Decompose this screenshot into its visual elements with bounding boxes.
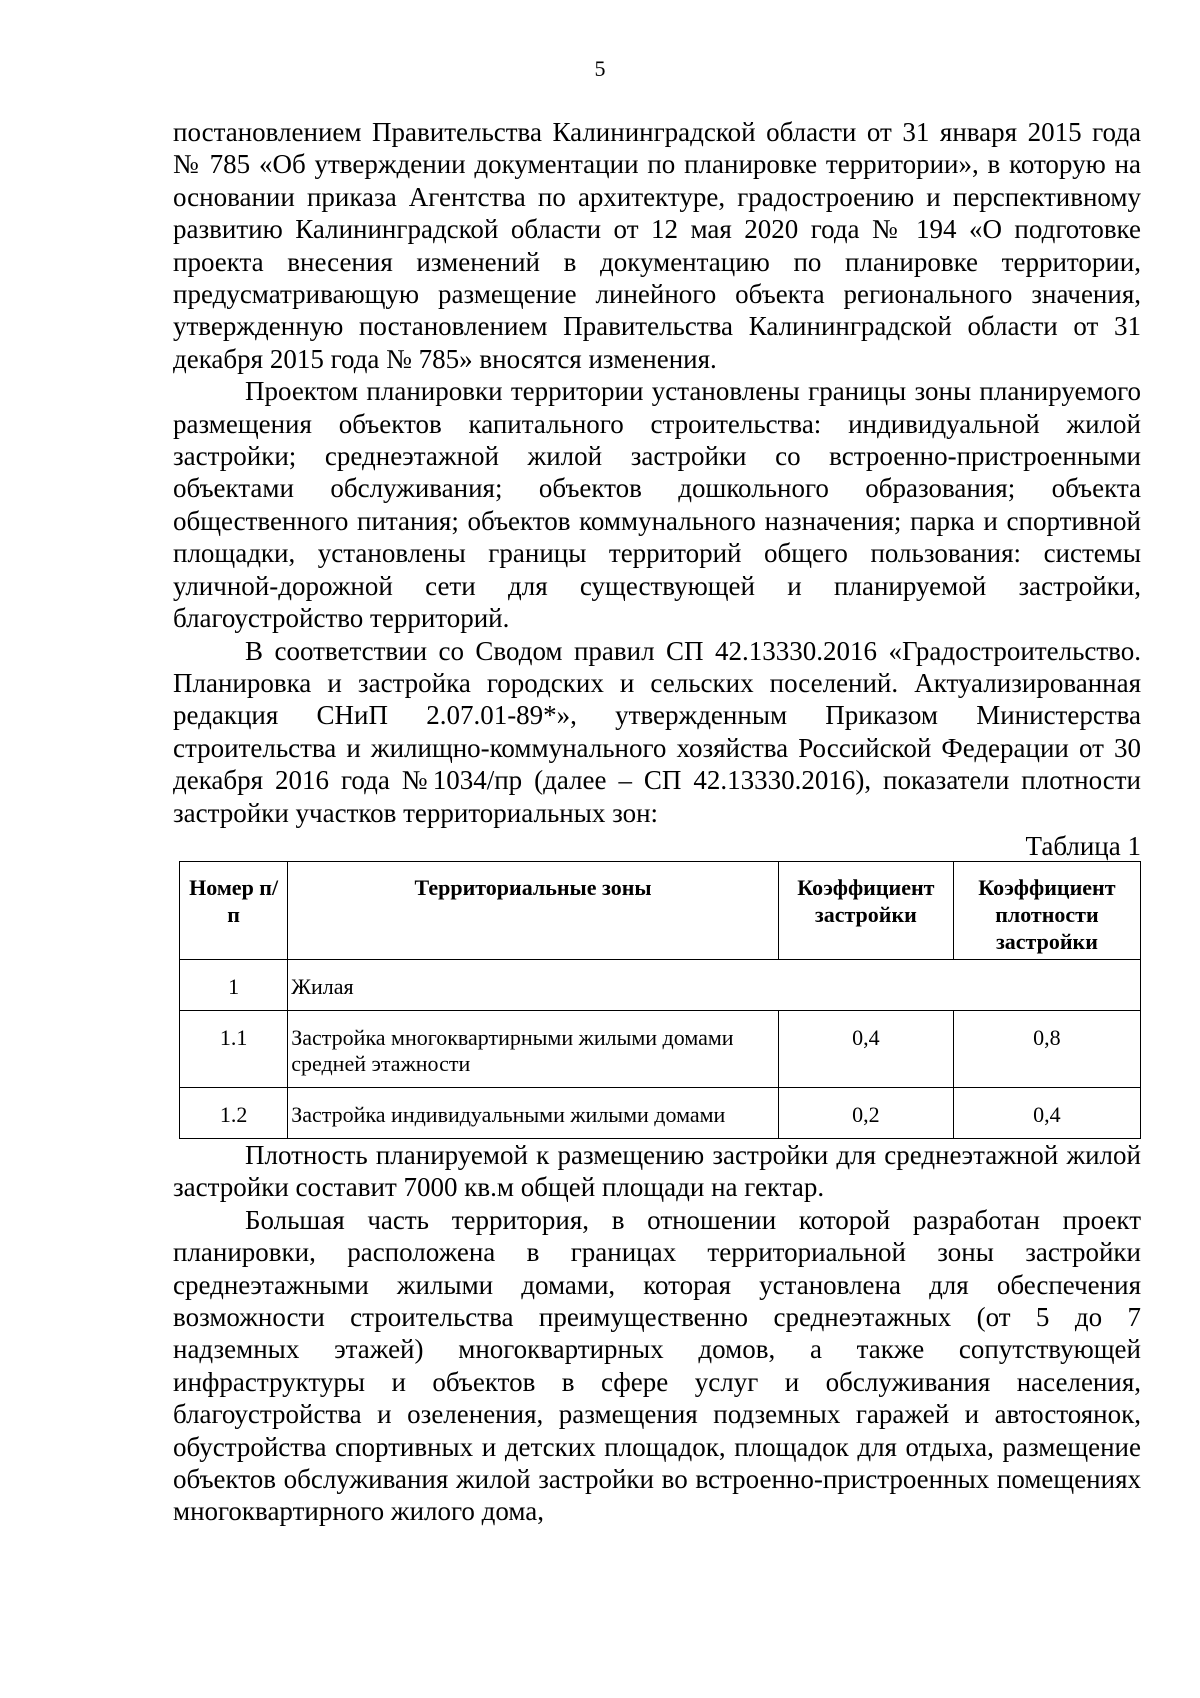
page-number: 5 (594, 56, 606, 81)
row-num: 1.2 (180, 1087, 288, 1138)
table-row (180, 959, 1141, 1010)
row-num: 1 (180, 959, 288, 1010)
row-coef-density: 0,8 (953, 1010, 1140, 1087)
header-coef-build: Коэффициент застройки (778, 861, 953, 959)
row-coef-build: 0,4 (778, 1010, 953, 1087)
table-caption: Таблица 1 (1025, 830, 1141, 861)
header-zone: Территориальные зоны (288, 861, 779, 959)
row-zone: Жилая (288, 959, 1141, 1010)
paragraph-building-code: В соответствии со Сводом правил СП 42.13330.2016 «Градостроительство. Планировка и застройка городских и сельских поселений. Актуализированная редакция СНиП 2.07.01-89*», утвержденным Приказом Министерства строительства и жилищно-коммунального хозяйства Российской Федерации от 30 декабря 2016 года №1034/пр (далее – СП 42.13330.2016), показатели плотности застройки участков территориальных зон: (173, 635, 1141, 828)
paragraph-planning-zones: Проектом планировки территории установлены границы зоны планируемого размещения объектов капитального строительства: индивидуальной жилой застройки; среднеэтажной жилой застройки со встроенно-пристроенными объектами обслуживания; объектов дошкольного образования; объекта общественного питания; объектов коммунального назначения; парка и спортивной площадки, установлены границы территорий общего пользования: системы уличной-дорожной сети для существующей и планируемой застройки, благоустройство территорий. (173, 376, 1141, 634)
paragraph-continuation: постановлением Правительства Калининградской области от 31 января 2015 года № 785 «Об утверждении документации по планировке территории», в которую на основании приказа Агентства по архитектуре, градостроению и перспективному развитию Калининградской области от 12 мая 2020 года № 194 «О подготовке проекта внесения изменений в документацию по планировке территории, предусматривающую размещение линейного объекта регионального значения, утвержденную постановлением Правительства Калининградской области от 31 декабря 2015 года № 785» вносятся изменения. (173, 117, 1141, 374)
row-zone: Застройка многоквартирными жилыми домами средней этажности (288, 1010, 779, 1087)
document-body (173, 116, 1141, 1528)
header-coef-density: Коэффициент плотности застройки (953, 861, 1140, 959)
paragraph-territory: Большая часть территория, в отношении которой разработан проект планировки, расположена в границах территориальной зоны застройки среднеэтажными жилыми домами, которая установлена для обеспечения возможности строительства преимущественно среднеэтажных (от 5 до 7 надземных этажей) многоквартирных домов, а также сопутствующей инфраструктуры и объектов в сфере услуг и обслуживания населения, благоустройства и озеленения, размещения подземных гаражей и автостоянок, обустройства спортивных и детских площадок, площадок для отдыха, размещение объектов обслуживания жилой застройки во встроенно-пристроенных помещениях многоквартирного жилого дома, (173, 1204, 1141, 1527)
table-row (180, 1087, 1141, 1138)
zones-density-table (179, 861, 1141, 1139)
row-num: 1.1 (180, 1010, 288, 1087)
table-header-row (180, 861, 1141, 959)
header-num: Номер п/п (180, 861, 288, 959)
row-coef-density: 0,4 (953, 1087, 1140, 1138)
row-zone: Застройка индивидуальными жилыми домами (288, 1087, 779, 1138)
row-coef-build: 0,2 (778, 1087, 953, 1138)
table-row (180, 1010, 1141, 1087)
paragraph-density: Плотность планируемой к размещению застройки для среднеэтажной жилой застройки составит 7000 кв.м общей площади на гектар. (173, 1139, 1141, 1203)
